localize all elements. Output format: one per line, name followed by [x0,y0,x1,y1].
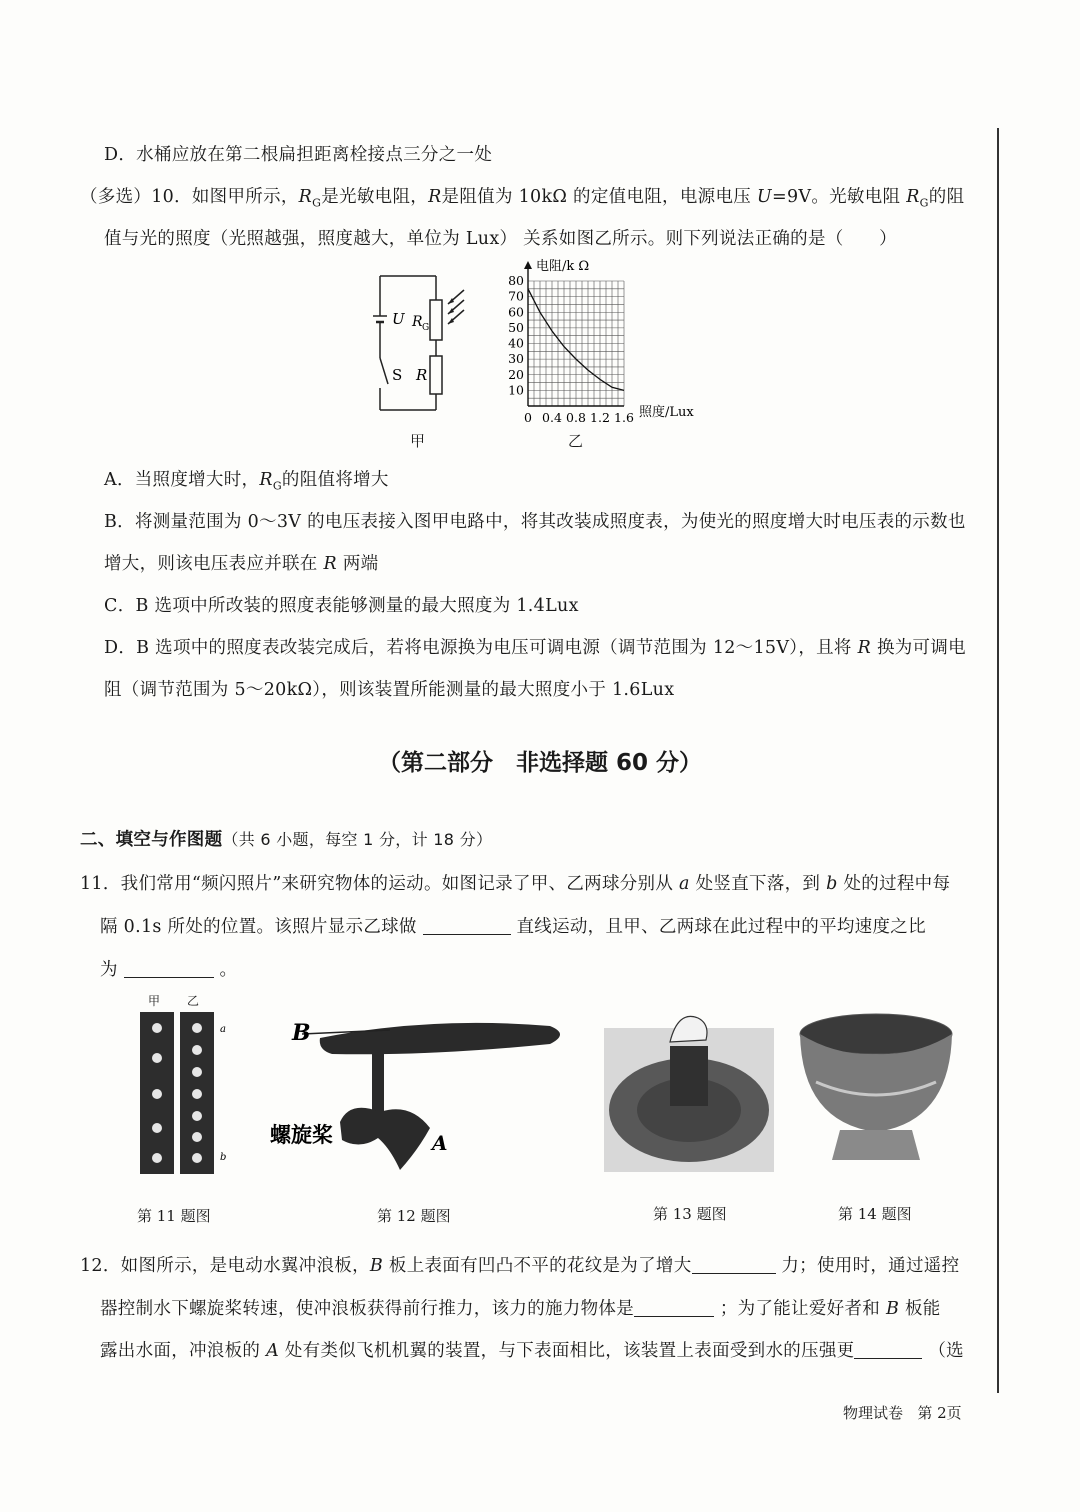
ball-jia [152,1053,162,1063]
bowl-stand [832,1130,920,1160]
surfboard-deck [320,1023,560,1054]
figure-yi-label: 乙 [568,432,584,450]
fig12-caption: 第 12 题图 [377,1207,451,1225]
q11-answer-blank-1[interactable] [423,917,511,936]
propeller-blades [340,1108,430,1170]
fig14-caption: 第 14 题图 [838,1205,912,1223]
q11-line3-prefix: 为 [100,960,124,980]
chart-x-tick-label: 0.8 [566,410,586,425]
chart-y-tick-label: 10 [508,382,524,398]
q10-option-d-line1 [104,634,966,659]
hydrofoil-board-figure [270,1010,580,1180]
q12-answer-blank-1[interactable] [692,1256,776,1275]
q10-stem-prefix: （多选）10．如图甲所示， [80,187,299,207]
q10-option-b-line1: B．将测量范围为 0～3V 的电压表接入图甲电路中，将其改装成照度表，为使光的照度增大时电压表的示数也 [104,512,966,532]
ball-jia [152,1123,162,1133]
ball-yi [192,1045,202,1055]
chart-y-tick-label: 40 [508,335,524,351]
footer-subject: 物理试卷 [843,1404,904,1422]
chart-y-tick-label: 70 [508,288,524,304]
fig11-label-a: a [220,1024,226,1035]
fig14-bowl-photo [796,1012,956,1177]
q10-stem-line1 [80,183,964,210]
q11-line2 [100,913,926,938]
var-u: U [756,187,772,207]
var-b: B [885,1299,900,1319]
var-b: b [826,874,838,894]
q11-line1-suffix: 处的过程中每 [837,874,951,894]
q12-line3-mid: 处有类似飞机机翼的装置，与下表面相比，该装置上表面受到水的压强更 [279,1341,855,1361]
ball-yi [192,1067,202,1077]
figure-jia-label: 甲 [410,432,426,450]
q11-line3-suffix: 。 [213,960,238,980]
var-b: B [369,1256,384,1276]
q10-stem-text-c: =9V。光敏电阻 [771,187,907,207]
q12-line1-mid: 板上表面有凹凸不平的花纹是为了增大 [383,1256,692,1276]
q11-line2-prefix: 隔 0.1s 所处的位置。该照片显示乙球做 [100,917,423,937]
q10-option-a [104,466,389,493]
photoresistor-rg [430,300,442,340]
circuit-label-rg: R [412,314,423,330]
var-a: a [679,874,690,894]
q10-option-b-line2-prefix: 增大，则该电压表应并联在 [104,554,324,574]
q10-option-b-line2-suffix: 两端 [336,554,379,574]
q12-line2-suffix: 板能 [899,1299,941,1319]
q10-stem-text-b: 是阻值为 10kΩ 的定值电阻，电源电压 [441,187,757,207]
chart-y-tick-label: 80 [508,273,524,288]
q10-option-c: C．B 选项中所改装的照度表能够测量的最大照度为 1.4Lux [104,596,579,616]
page-footer [843,1402,962,1423]
q12-line2 [100,1295,941,1320]
q11-answer-blank-2[interactable] [124,960,214,979]
circuit-label-u: U [392,310,405,328]
fig11-label-b: b [220,1152,227,1163]
q12-answer-blank-3[interactable] [854,1341,922,1360]
circuit-diagram [368,268,468,418]
chart-x-tick-label: 1.6 [614,410,634,425]
q10-option-d-line1-suffix: 换为可调电 [871,638,966,658]
resistance-illuminance-chart [496,256,716,428]
switch-blade [380,358,388,384]
fig11-caption: 第 11 题图 [137,1207,211,1225]
fig13-hand [670,1016,707,1042]
var-r: R [857,638,872,658]
fig13-device [670,1046,708,1106]
chart-y-tick-label: 30 [508,351,524,367]
var-r: R [298,187,313,207]
var-a: A [266,1341,280,1361]
q10-option-d-line2: 阻（调节范围为 5～20kΩ），则该装置所能测量的最大照度小于 1.6Lux [104,680,675,700]
fig13-caption: 第 13 题图 [653,1205,727,1223]
section-two-title: 二、填空与作图题 [80,830,223,850]
var-r: R [259,470,273,490]
circuit-label-r: R [416,366,428,384]
q10-option-b-line2 [104,550,378,575]
chart-x-tick-label: 1.2 [590,410,610,425]
subscript-g: G [272,479,282,493]
q10-option-d-line1-prefix: D．B 选项中的照度表改装完成后，若将电源换为电压可调电源（调节范围为 12～15V），且将 [104,638,858,658]
q11-line1-mid: 处竖直下落，到 [689,874,827,894]
section-two-note: （共 6 小题，每空 1 分，计 18 分） [222,830,493,849]
q12-line2-mid: ；为了能让爱好者和 [714,1299,886,1319]
q10-stem-line2: 值与光的照度（光照越强，照度越大，单位为 Lux） 关系如图乙所示。则下列说法正确的是（ ） [104,229,897,249]
circuit-label-s: S [392,366,403,384]
chart-y-axis-label: 电阻/k Ω [536,259,590,274]
strobe-photo-figure [136,1010,236,1178]
q12-line2-prefix: 器控制水下螺旋桨转速，使冲浪板获得前行推力，该力的施力物体是 [100,1299,634,1319]
chart-axes [524,261,624,406]
fig13-photo [604,1000,774,1172]
chart-x-tick-label: 0.4 [542,410,562,425]
fig11-label-yi: 乙 [187,994,200,1008]
ball-jia [152,1153,162,1163]
fig12-label-propeller: 螺旋桨 [270,1122,333,1147]
chart-grid [528,281,624,406]
var-r: R [323,554,337,574]
q11-line1 [80,870,950,895]
q11-line1-prefix: 11．我们常用“频闪照片”来研究物体的运动。如图记录了甲、乙两球分别从 [80,874,680,894]
fig12-label-a: A [432,1131,448,1155]
q12-answer-blank-2[interactable] [634,1299,714,1318]
subscript-g: G [919,196,929,210]
q12-line3-prefix: 露出水面，冲浪板的 [100,1341,267,1361]
var-r: R [906,187,920,207]
chart-x-axis-label: 照度/Lux [639,405,694,420]
fig12-label-b: B [292,1020,311,1046]
q12-line3 [100,1337,964,1362]
chart-y-tick-label: 50 [508,319,524,335]
ball-yi [192,1111,202,1121]
chart-ticks [508,273,634,425]
q10-option-a-prefix: A．当照度增大时， [104,470,260,490]
q11-line2-suffix: 直线运动，且甲、乙两球在此过程中的平均速度之比 [510,917,926,937]
q12-line1 [80,1252,959,1277]
section-two-heading [80,826,492,851]
footer-page-number: 第 2页 [917,1404,962,1422]
ball-jia [152,1023,162,1033]
q10-option-a-suffix: 的阻值将增大 [281,470,389,490]
fig11-label-jia: 甲 [148,994,161,1008]
chart-y-axis-arrow [524,261,532,269]
chart-y-tick-label: 60 [508,304,524,320]
q10-stem-text-a: 是光敏电阻， [321,187,429,207]
ball-yi [192,1132,202,1142]
q12-line1-prefix: 12．如图所示，是电动水翼冲浪板， [80,1256,370,1276]
circuit-label-rg-sub: G [422,323,430,333]
fixed-resistor-r [430,356,442,394]
q9-option-d: D．水桶应放在第二根扁担距离栓接点三分之一处 [104,145,493,165]
q12-line3-suffix: （选 [922,1341,964,1361]
ball-yi [192,1089,202,1099]
subscript-g: G [312,196,322,210]
q11-line3 [100,956,237,981]
q12-line1-suffix: 力；使用时，通过遥控 [775,1256,960,1276]
chart-y-tick-label: 20 [508,366,524,382]
ball-jia [152,1089,162,1099]
ball-yi [192,1153,202,1163]
ball-yi [192,1023,202,1033]
q10-stem-text-d: 的阻 [928,187,965,207]
chart-x-tick-label: 0 [524,410,532,425]
var-r: R [428,187,442,207]
part-two-title: （第二部分 非选择题 60 分） [377,750,703,776]
